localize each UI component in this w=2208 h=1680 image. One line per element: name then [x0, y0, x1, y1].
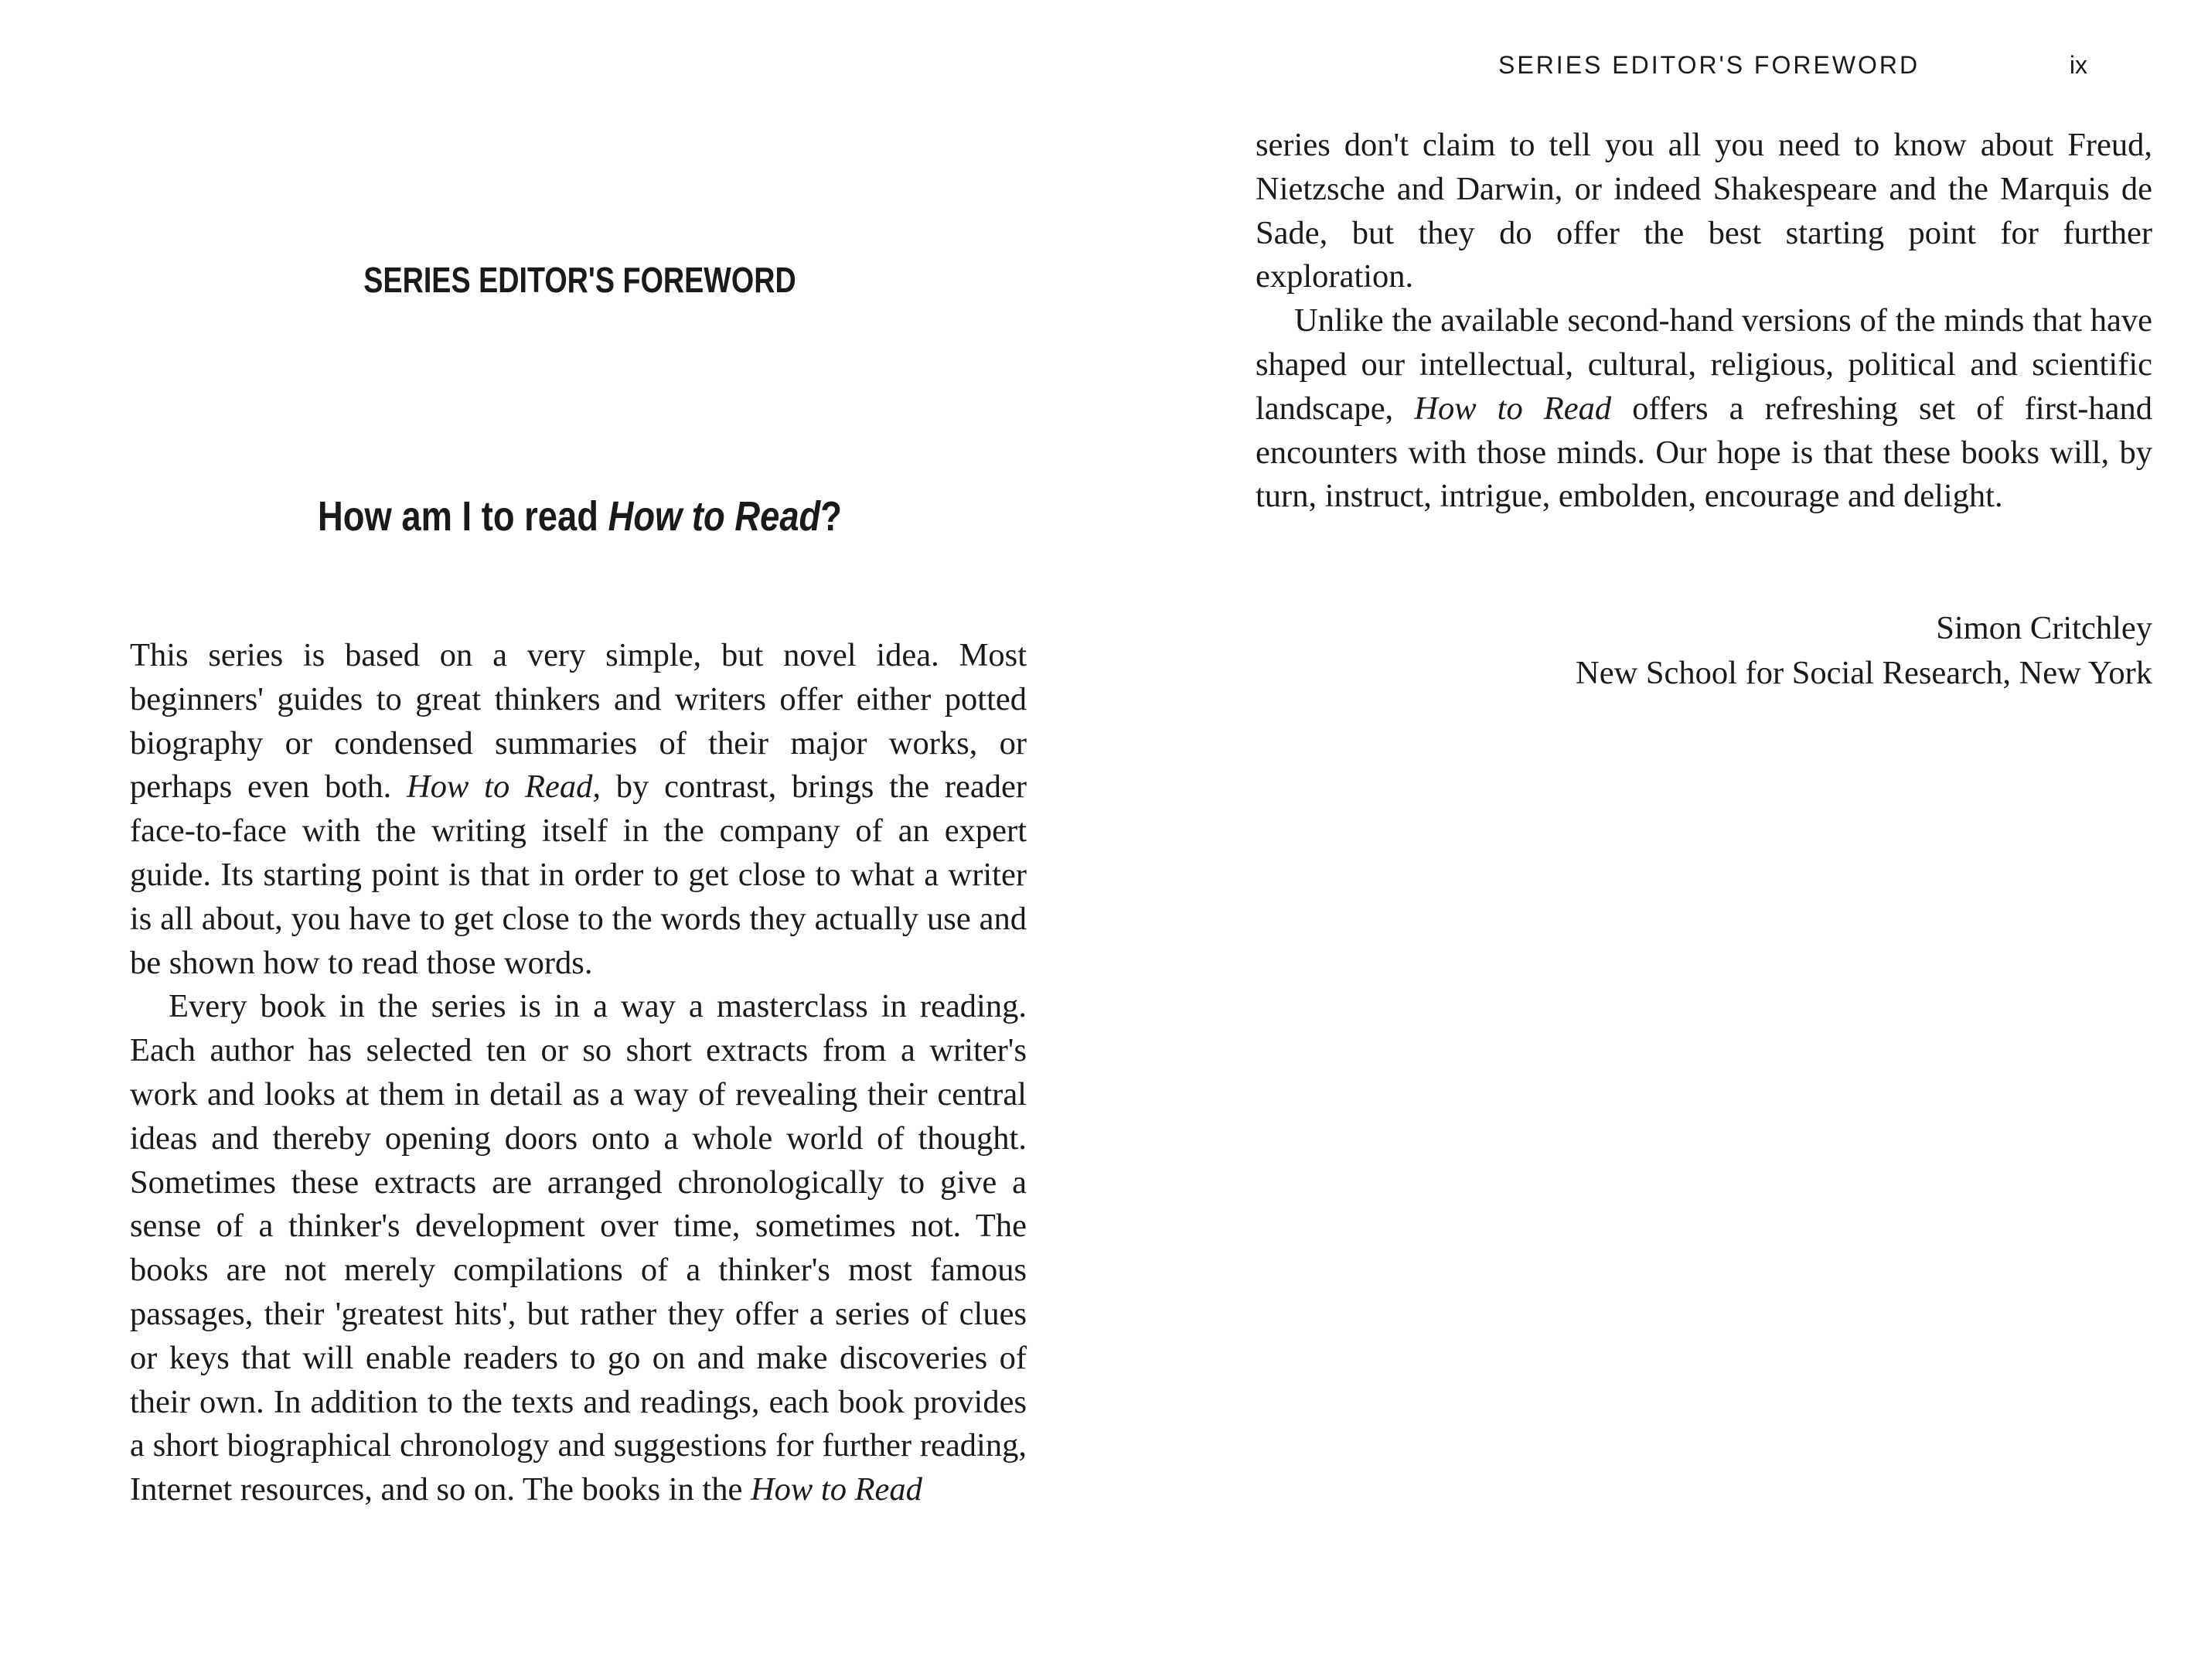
- right-page: [1104, 0, 2208, 1680]
- paragraph-3: series don't claim to tell you all you need to know about Freud, Nietzsche and Darwin, or indeed Shakespeare and the Marquis de Sade, but they do offer the best starting point for further exploration.: [1256, 127, 2152, 295]
- paragraph-1-text-b: by contrast, brings the reader face-to-face with the writing itself in the company of an expert guide. Its starting point is that in order to get close to what a writer is all about, you have to get close to the words they actually use and be shown how to read those words.: [130, 768, 1027, 981]
- signature-name: Simon Critchley: [1936, 610, 2152, 646]
- paragraph-1-italic: How to Read,: [407, 768, 601, 806]
- paragraph-4: [1256, 299, 2152, 519]
- subtitle-prefix: How am I to read: [318, 493, 608, 540]
- right-body-text: [1256, 124, 2152, 519]
- page-title: SERIES EDITOR'S FOREWORD: [363, 260, 796, 300]
- page-number: ix: [2069, 51, 2087, 79]
- subtitle-suffix: ?: [820, 493, 842, 540]
- paragraph-1: [130, 634, 1027, 985]
- running-head: SERIES EDITOR'S FOREWORD: [1498, 51, 1920, 79]
- page-subtitle: [203, 492, 956, 540]
- left-body-text: [130, 634, 1027, 1512]
- paragraph-4-text-a: Unlike the available second-hand versions of the minds that have shaped our intellectual, cultural, religious, political and scientific landscape,: [1256, 302, 2152, 427]
- paragraph-2-italic: How to Read: [750, 1471, 922, 1508]
- signature: [1576, 606, 2152, 696]
- paragraph-4-text-b: offers a refreshing set of first-hand encounters with those minds. Our hope is that these books will, by turn, instruct, intrigue, embolden, encourage and delight.: [1256, 390, 2152, 515]
- paragraph-2-text-a: Every book in the series is in a way a masterclass in reading. Each author has selected ten or so short extracts from a writer's work and looks at them in detail as a way of revealing their central ideas and thereby opening doors onto a whole world of thought. Sometimes these extracts are arranged chronologically to give a sense of a thinker's development over time, sometimes not. The books are not merely compilations of a thinker's most famous passages, their 'greatest hits', but rather they offer a series of clues or keys that will enable readers to go on and make discoveries of their own. In addition to the texts and readings, each book provides a short biographical chronology and suggestions for further reading, Internet resources, and so on. The books in the: [130, 988, 1027, 1508]
- signature-affiliation: New School for Social Research, New York: [1576, 655, 2152, 691]
- paragraph-2: [130, 985, 1027, 1512]
- paragraph-1-text-a: This series is based on a very simple, but novel idea. Most beginners' guides to great thinkers and writers offer either potted biography or condensed summaries of their major works, or perhaps even both.: [130, 637, 1027, 806]
- subtitle-book-title: How to Read: [608, 493, 821, 540]
- paragraph-4-italic: How to Read: [1414, 390, 1612, 427]
